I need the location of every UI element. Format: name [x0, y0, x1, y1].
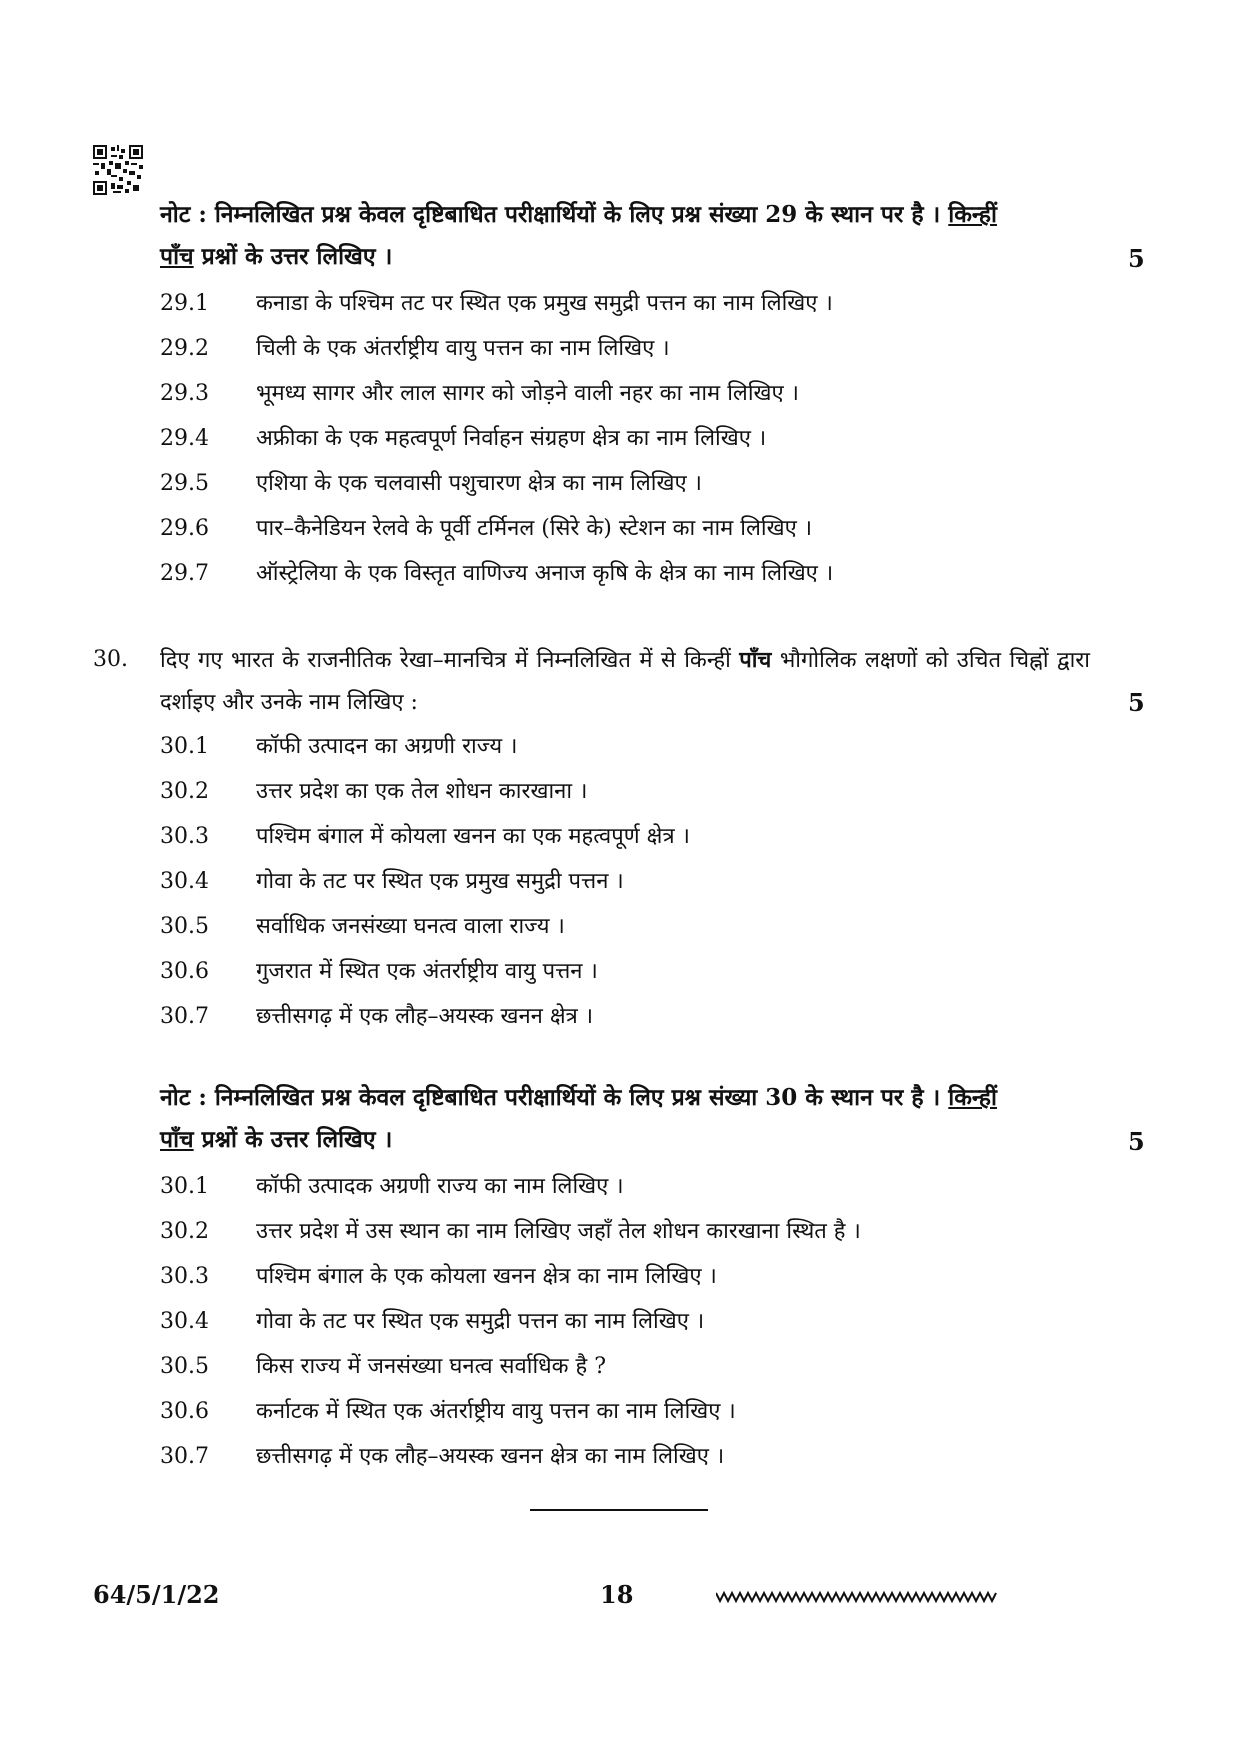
item-number: 30.6: [160, 959, 209, 984]
note-29-visually-impaired: [160, 194, 1140, 278]
note-text: प्रश्नों के उत्तर लिखिए ।: [193, 1126, 393, 1153]
end-rule: [530, 1509, 708, 1511]
item-text: भूमध्य सागर और लाल सागर को जोड़ने वाली नहर का नाम लिखिए ।: [256, 381, 800, 406]
item-text: पश्चिम बंगाल के एक कोयला खनन क्षेत्र का नाम लिखिए ।: [256, 1264, 717, 1289]
item-text: किस राज्य में जनसंख्या घनत्व सर्वाधिक है ?: [256, 1354, 607, 1379]
item-number: 30.2: [160, 779, 209, 804]
item-text: पश्चिम बंगाल में कोयला खनन का एक महत्वपूर्ण क्षेत्र ।: [256, 824, 690, 849]
note-underlined-text: किन्हीं: [948, 1084, 997, 1111]
item-text: गोवा के तट पर स्थित एक समुद्री पत्तन का नाम लिखिए ।: [256, 1309, 705, 1334]
list-item: [160, 557, 833, 591]
item-text: कनाडा के पश्चिम तट पर स्थित एक प्रमुख समुद्री पत्तन का नाम लिखिए ।: [256, 291, 833, 316]
question-number: 30.: [93, 647, 128, 672]
note-underlined-text: पाँच: [160, 243, 194, 270]
item-number: 29.2: [160, 336, 209, 361]
list-item: [160, 955, 598, 989]
item-number: 30.4: [160, 1309, 209, 1334]
note-text: नोट : निम्नलिखित प्रश्न केवल दृष्टिबाधित परीक्षार्थियों के लिए प्रश्न संख्या 29 के स्थान पर है ।: [160, 201, 949, 228]
list-item: [160, 1440, 724, 1474]
note-30-visually-impaired: [160, 1077, 1140, 1161]
item-text: उत्तर प्रदेश का एक तेल शोधन कारखाना ।: [256, 779, 588, 804]
page-number: 18: [600, 1580, 634, 1609]
item-number: 30.6: [160, 1399, 209, 1424]
item-text: उत्तर प्रदेश में उस स्थान का नाम लिखिए जहाँ तेल शोधन कारखाना स्थित है ।: [256, 1219, 861, 1244]
list-item: [160, 730, 517, 764]
item-number: 29.1: [160, 291, 209, 316]
item-text: गोवा के तट पर स्थित एक प्रमुख समुद्री पत्तन ।: [256, 869, 624, 894]
item-number: 30.2: [160, 1219, 209, 1244]
list-item: [160, 467, 702, 501]
list-item: [160, 512, 812, 546]
note-underlined-text: किन्हीं: [948, 201, 997, 228]
item-number: 30.3: [160, 824, 209, 849]
list-item: [160, 1305, 704, 1339]
item-text: कॉफी उत्पादक अग्रणी राज्य का नाम लिखिए ।: [256, 1174, 624, 1199]
note-text: नोट : निम्नलिखित प्रश्न केवल दृष्टिबाधित परीक्षार्थियों के लिए प्रश्न संख्या 30 के स्थान पर है ।: [160, 1084, 949, 1111]
item-text: अफ्रीका के एक महत्वपूर्ण निर्वाहन संग्रहण क्षेत्र का नाम लिखिए ।: [256, 426, 767, 451]
list-item: [160, 820, 690, 854]
item-number: 30.1: [160, 734, 209, 759]
list-item: [160, 287, 833, 321]
item-number: 30.7: [160, 1004, 209, 1029]
item-number: 29.5: [160, 471, 209, 496]
item-number: 30.3: [160, 1264, 209, 1289]
item-text: सर्वाधिक जनसंख्या घनत्व वाला राज्य ।: [256, 914, 565, 939]
item-text: कॉफी उत्पादन का अग्रणी राज्य ।: [256, 734, 518, 759]
question-30-text: [160, 639, 1090, 724]
list-item: [160, 1215, 861, 1249]
marks: 5: [1128, 244, 1145, 273]
item-number: 29.3: [160, 381, 209, 406]
marks: 5: [1128, 688, 1145, 717]
item-text: ऑस्ट्रेलिया के एक विस्तृत वाणिज्य अनाज कृषि के क्षेत्र का नाम लिखिए ।: [256, 561, 834, 586]
item-number: 30.1: [160, 1174, 209, 1199]
list-item: [160, 1350, 606, 1384]
item-number: 29.7: [160, 561, 209, 586]
item-number: 29.6: [160, 516, 209, 541]
list-item: [160, 865, 624, 899]
note-text: प्रश्नों के उत्तर लिखिए ।: [193, 243, 393, 270]
qr-code: [93, 145, 143, 195]
marks: 5: [1128, 1127, 1145, 1156]
item-number: 30.4: [160, 869, 209, 894]
question-text: दिए गए भारत के राजनीतिक रेखा–मानचित्र में निम्नलिखित में से किन्हीं: [160, 648, 740, 673]
question-text: भौगोलिक लक्षणों को उचित चिह्नों द्वारा दर्शाइए और उनके नाम लिखिए :: [160, 648, 1090, 715]
item-text: कर्नाटक में स्थित एक अंतर्राष्ट्रीय वायु पत्तन का नाम लिखिए ।: [256, 1399, 736, 1424]
item-number: 29.4: [160, 426, 209, 451]
list-item: [160, 1170, 624, 1204]
item-text: छत्तीसगढ़ में एक लौह–अयस्क खनन क्षेत्र का नाम लिखिए ।: [256, 1444, 725, 1469]
list-item: [160, 775, 587, 809]
list-item: [160, 910, 565, 944]
item-number: 30.5: [160, 914, 209, 939]
question-bold-text: पाँच: [739, 647, 772, 673]
paper-code: 64/5/1/22: [93, 1580, 220, 1609]
wavy-line-decoration: [716, 1590, 998, 1604]
list-item: [160, 332, 670, 366]
item-text: चिली के एक अंतर्राष्ट्रीय वायु पत्तन का नाम लिखिए ।: [256, 336, 670, 361]
item-number: 30.7: [160, 1444, 209, 1469]
item-text: एशिया के एक चलवासी पशुचारण क्षेत्र का नाम लिखिए ।: [256, 471, 702, 496]
item-text: गुजरात में स्थित एक अंतर्राष्ट्रीय वायु पत्तन ।: [256, 959, 598, 984]
list-item: [160, 1395, 736, 1429]
list-item: [160, 377, 799, 411]
item-text: छत्तीसगढ़ में एक लौह–अयस्क खनन क्षेत्र ।: [256, 1004, 594, 1029]
list-item: [160, 422, 766, 456]
note-underlined-text: पाँच: [160, 1126, 194, 1153]
list-item: [160, 1260, 717, 1294]
item-text: पार–कैनेडियन रेलवे के पूर्वी टर्मिनल (सिरे के) स्टेशन का नाम लिखिए ।: [256, 516, 813, 541]
list-item: [160, 1000, 593, 1034]
item-number: 30.5: [160, 1354, 209, 1379]
